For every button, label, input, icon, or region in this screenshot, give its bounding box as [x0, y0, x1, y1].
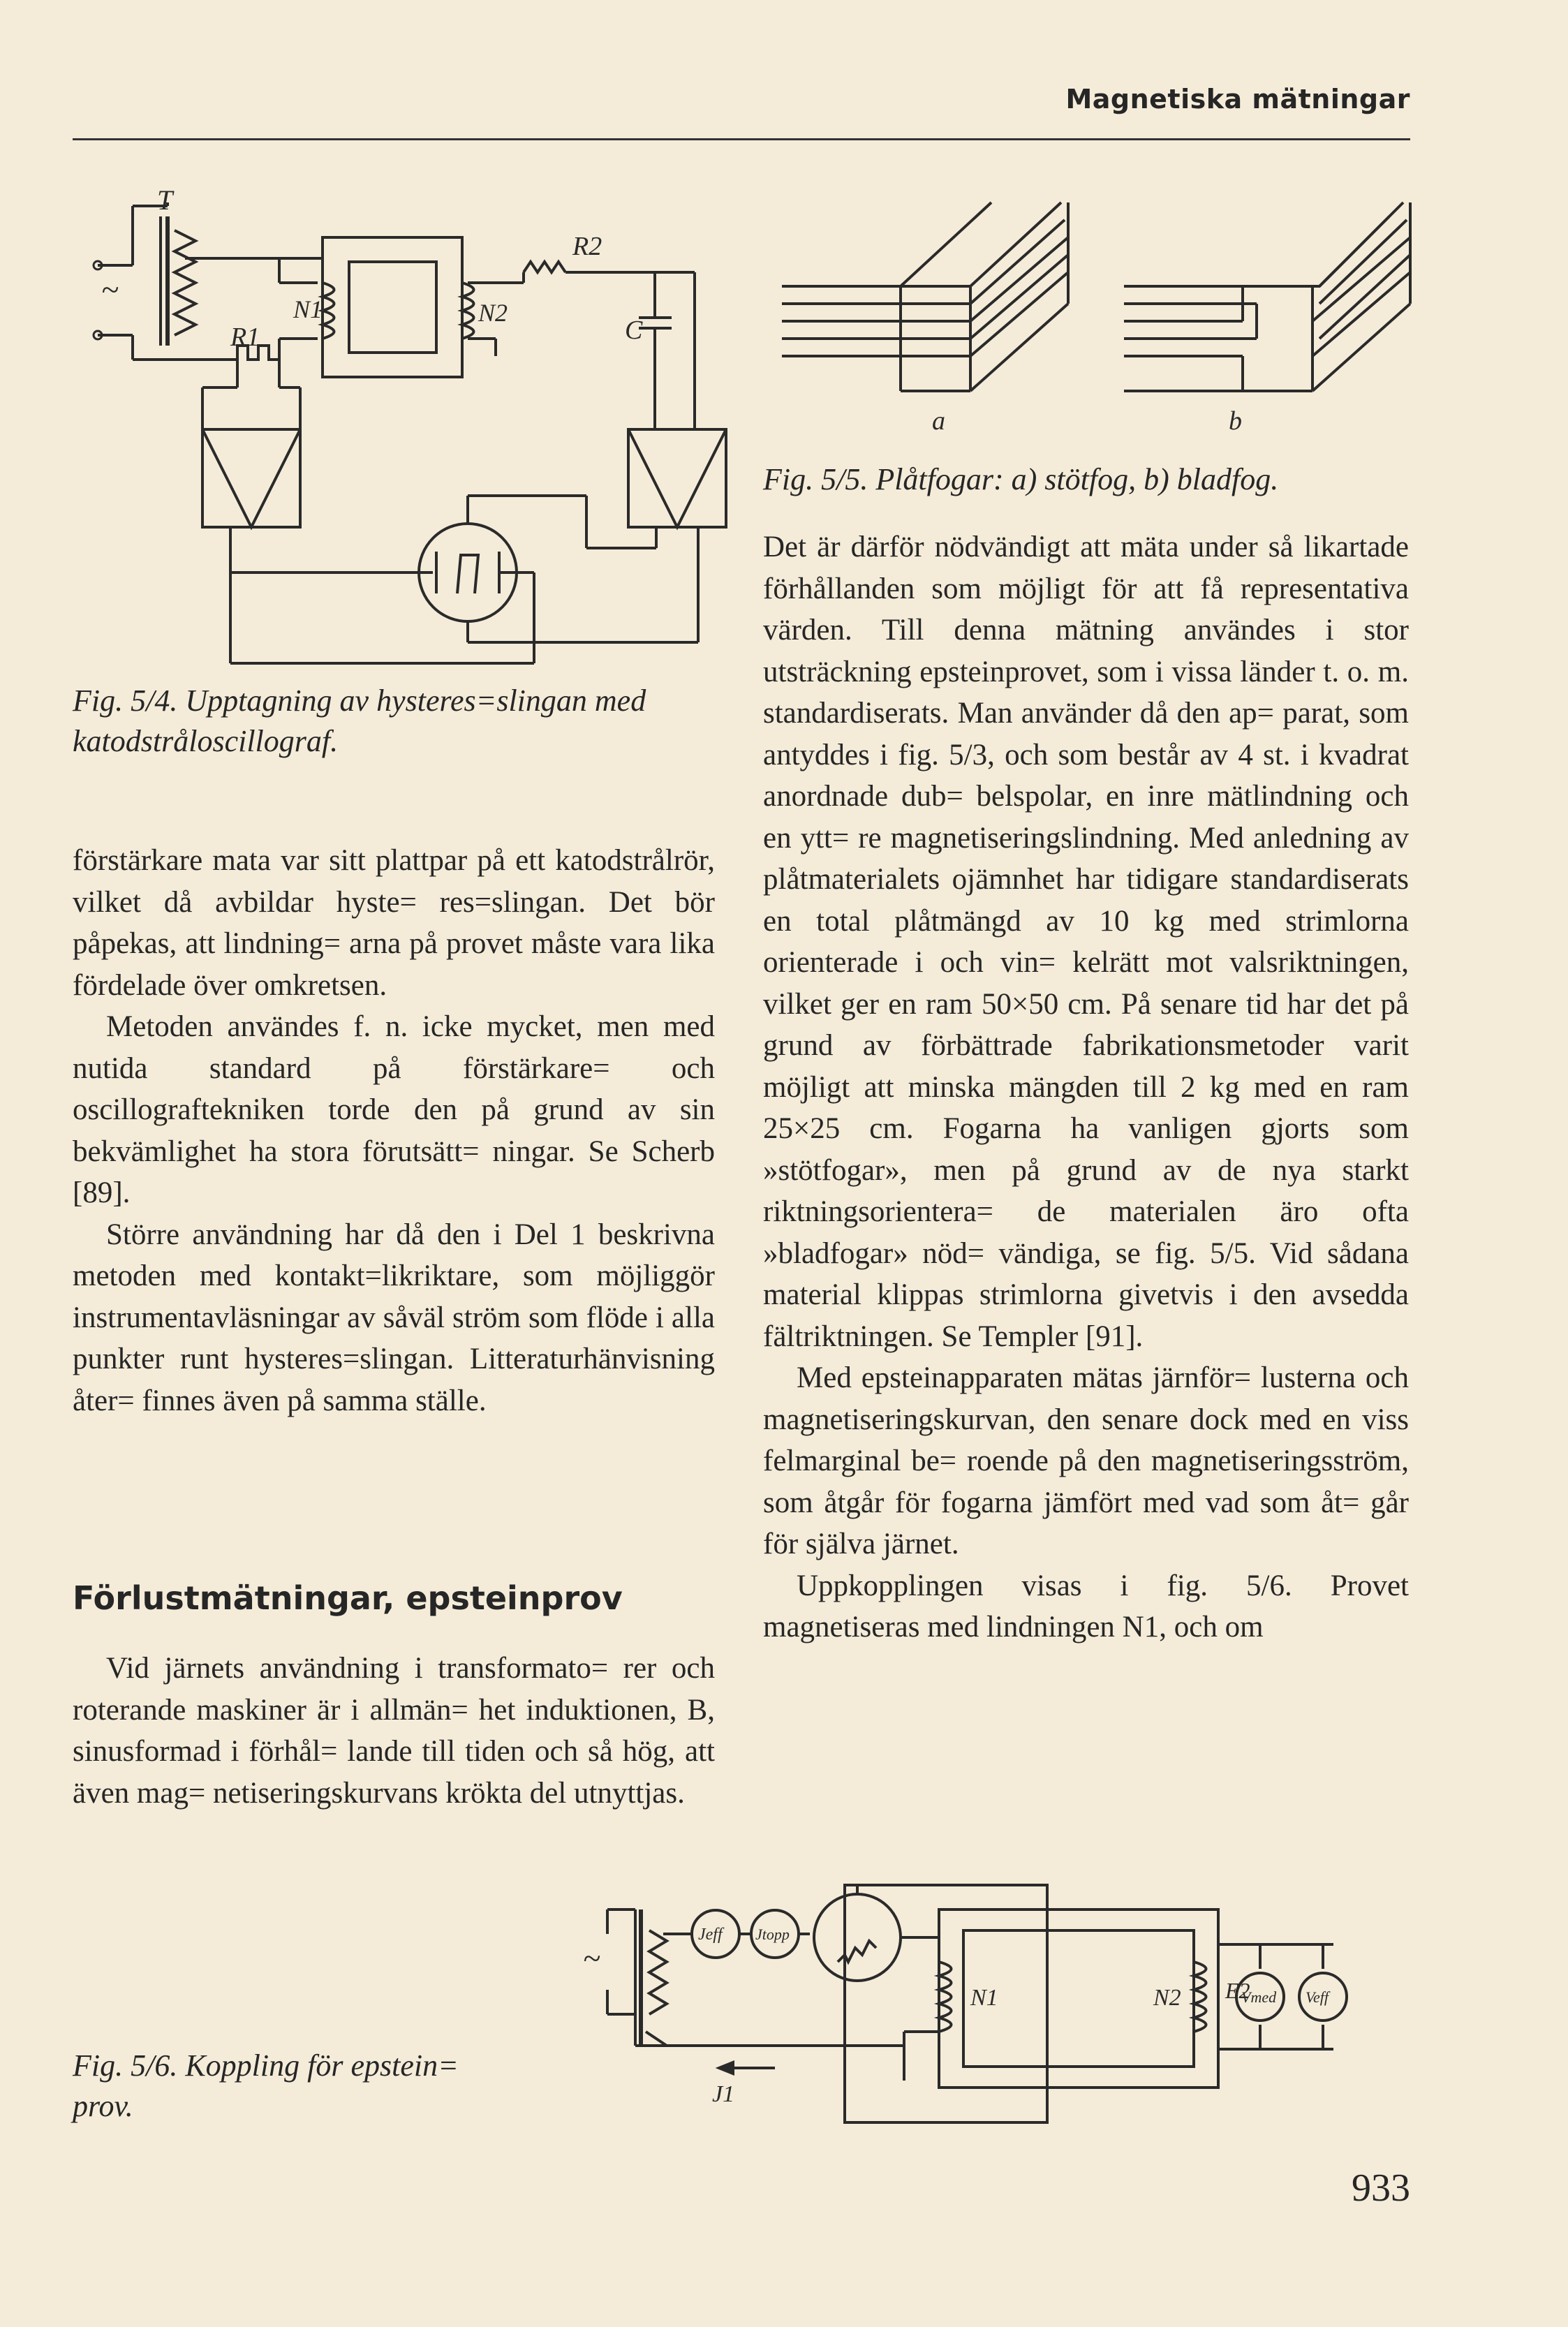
- meter-Vmed: Vmed: [1241, 1988, 1277, 2006]
- figure-5-4-circuit: [70, 189, 740, 677]
- label-N2: N2: [1153, 1985, 1181, 2011]
- meter-Jeff: Jeff: [698, 1926, 723, 1944]
- running-head: Magnetiska mätningar: [1065, 84, 1410, 114]
- header-rule: [73, 138, 1410, 140]
- left-paragraph-3: Större användning har då den i Del 1 beskrivna metoden med kontakt=likriktare, som möjliggör instrumentavläsningar av såväl ström som flöde i alla punkter runt hysteres=slingan. Litteraturhänvisning åter= finnes även på samma ställe.: [73, 1218, 715, 1417]
- label-a: a: [932, 406, 945, 436]
- label-T: T: [157, 189, 173, 216]
- label-N2: N2: [478, 299, 508, 327]
- label-b: b: [1229, 406, 1242, 436]
- figure-5-6-caption: Fig. 5/6. Koppling för epstein= prov.: [73, 2048, 459, 2123]
- page-number: 933: [1352, 2166, 1410, 2210]
- meter-Veff: Veff: [1306, 1988, 1329, 2006]
- label-J1: J1: [712, 2081, 735, 2107]
- right-paragraph-2: Med epsteinapparaten mätas järnför= lusterna och magnetiseringskurvan, den senare dock med en viss felmarginal be= roende på den magnetiseringsström, som åtgår för fogarna jämfört med vad som åt= går för själva järnet.: [763, 1361, 1409, 1560]
- label-R2: R2: [572, 232, 602, 261]
- figure-5-5-caption: Fig. 5/5. Plåtfogar: a) stötfog, b) bladfog.: [763, 462, 1279, 496]
- figure-5-4-caption: Fig. 5/4. Upptagning av hysteres=slingan med katodstråloscillograf.: [73, 684, 646, 758]
- label-R1: R1: [230, 323, 260, 352]
- left-column: [73, 840, 715, 1421]
- left-paragraph-1: förstärkare mata var sitt plattpar på ett katodstrålrör, vilket då avbildar hyste= res=slingan. Det bör påpekas, att lindning= arna på provet måste vara lika fördelade över omkretsen.: [73, 844, 715, 1002]
- label-N1: N1: [970, 1985, 998, 2011]
- meter-Jtopp: Jtopp: [755, 1926, 790, 1943]
- left-paragraph-4: Vid järnets användning i transformato= rer och roterande maskiner är i allmän= het induktionen, B, sinusformad i förhål= lande till tiden och så hög, att även mag= netiseringskurvans krökta del utnyttjas.: [73, 1652, 715, 1810]
- right-column: [763, 526, 1409, 1648]
- left-column-lower: [73, 1648, 715, 1814]
- section-heading: Förlustmätningar, epsteinprov: [73, 1579, 623, 1617]
- figure-5-6-circuit: [572, 1871, 1361, 2136]
- right-paragraph-3: Uppkopplingen visas i fig. 5/6. Provet magnetiseras med lindningen N1, och om: [763, 1569, 1409, 1643]
- epstein-circuit-diagram: [572, 1871, 1361, 2136]
- ac-source-symbol: ~: [101, 272, 119, 307]
- label-C: C: [625, 316, 643, 345]
- left-paragraph-2: Metoden användes f. n. icke mycket, men med nutida standard på förstärkare= och oscillograftekniken torde den på grund av sin bekvämlighet ha stora förutsätt= ningar. Se Scherb [89].: [73, 1010, 715, 1209]
- label-E2: E2: [1225, 1978, 1250, 2003]
- figure-5-5-joints: [775, 189, 1417, 447]
- right-paragraph-1: Det är därför nödvändigt att mäta under så likartade förhållanden som möjligt för att få representativa värden. Till denna mätning användes i stor utsträckning epsteinprovet, som i vissa länder t. o. m. standardiserats. Man använder då den ap= parat, som antyddes i fig. 5/3, och som består av 4 st. i kvadrat anordnade dub= belspolar, en inre mätlindning och en ytt= re magnetiseringslindning. Med anledning av plåtmaterialets ojämnhet har tidigare standardiserats en total plåtmängd av 10 kg med strimlorna orienterade i och vin= kelrätt mot valsriktningen, vilket ger en ram 50×50 cm. På senare tid har det på grund av förbättrade fabrikationsmetoder varit möjligt att minska mängden till 2 kg med en ram 25×25 cm. Fogarna ha vanligen gjorts som »stötfogar», men på grund av de nya starkt riktningsorientera= de materialen äro ofta »bladfogar» nöd= vändiga, se fig. 5/5. Vid sådana material klippas strimlorna givetvis i den avsedda fältriktningen. Se Templer [91].: [763, 531, 1409, 1353]
- ac-source-symbol: ~: [583, 1940, 600, 1976]
- sheet-joint-diagram: [775, 189, 1417, 447]
- hysteresis-circuit-diagram: [70, 189, 740, 677]
- label-N1: N1: [293, 295, 323, 323]
